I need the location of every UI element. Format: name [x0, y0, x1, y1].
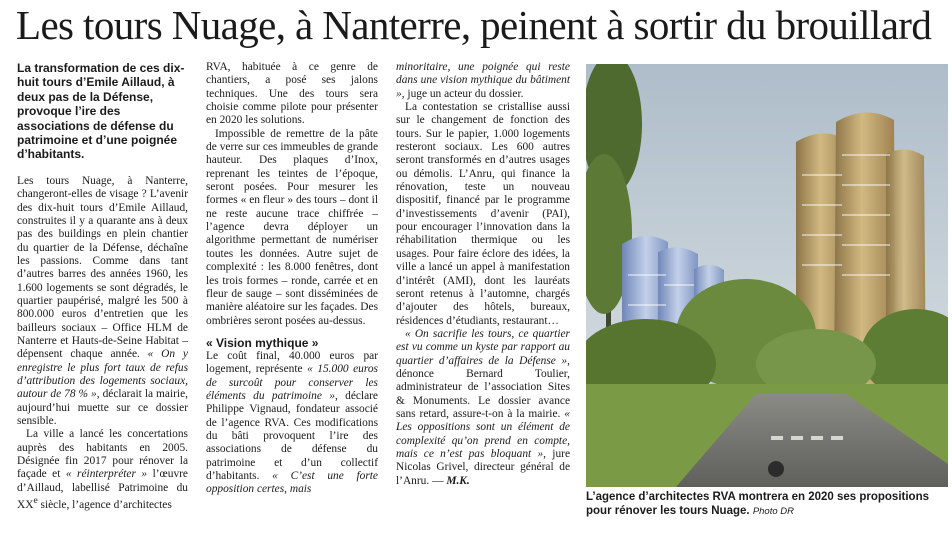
quote: « On y enregistre le plus fort taux de refus d’attribution des logements sociaux, autour de 78 % »	[17, 348, 188, 401]
paragraph: La contestation se cristallise aussi sur le changement de fonction des tours. Sur le papier, 1.000 logements resteront sociaux. Les 600 autres seront transformés en d’autres usages ou démolis. L’Anru, qui finance la rénovation, teste un nouveau dispositif, financé par le programme d’investissements d’avenir (PAI), pour encourager l’innovation dans la réhabilitation thermique ou les usages. Pour faire éclore des idées, la ville a lancé un appel à manifestation d’intérêt (AMI), dont les lauréats seront retenus à l’automne, chargés d’ajouter des hôtels, bureaux, résidences d’étudiants, restaurant…	[396, 101, 570, 327]
paragraph	[206, 350, 378, 497]
paragraph: Impossible de remettre de la pâte de verre sur ces immeubles de grande hauteur. Des plaques d’Inox, reprenant les teintes de l’époque, seront posées. Pour mesurer les formes « en fleur » des tours – dont il ne reste aucune trace chiffrée – l’agence devra déployer un algorithme permettant de numériser toutes les données. Autre sujet de complexité : les 8.000 fenêtres, dont les trois formes – ronde, carrée et en fleur de sauge – sont disséminées de manière aléatoire sur les façades. Des ombrières seront posées au-dessus.	[206, 127, 378, 327]
lead-paragraph: La transformation de ces dix-huit tours d’Emile Aillaud, à deux pas de la Défense, provoque l’ire des associations de défense du patrimoine et d’une poignée d’habitants.	[17, 61, 185, 162]
text: l’œuvre d’Aillaud, labellisé Patrimoine du XX	[17, 468, 188, 511]
quote: « Les oppositions sont un élément de complexité qu’on prend en compte, mais ce n’est pas bloquant »	[396, 407, 570, 460]
text: siècle, l’agence d’architectes	[40, 498, 172, 511]
text: , déclarait la mairie, aujourd’hui muette sur ce dossier sensible.	[17, 388, 188, 428]
article-photo	[586, 64, 948, 487]
article-column-2	[206, 61, 378, 497]
photo-caption	[586, 490, 948, 519]
text: Les tours Nuage, à Nanterre, changeront-elles de visage ? L’avenir des dix-huit tours d’Emile Aillaud, construites il y a quarante ans à deux pas des buildings en plein chantier du quartier de la Défense, déchaîne les passions. Comme dans tant d’autres barres des années 1960, les 1.600 logements se sont dégradés, le quartier paupérisé, malgré les 500 à 800.000 euros d’entretien que les bailleurs sociaux – Office HLM de Nanterre et Hauts-de-Seine Habitat – dépensent chaque année.	[17, 174, 188, 361]
text: , déclare Philippe Vignaud, fondateur associé de l’agence RVA. Ces modifications du bâti provoquent l’ire des associations de défense du patrimoine et d’un collectif d’habitants.	[206, 389, 378, 482]
superscript: e	[33, 496, 38, 507]
text: Le coût final, 40.000 euros par logement, représente	[206, 349, 378, 376]
photo-credit: Photo DR	[752, 506, 794, 517]
article-column-3	[396, 61, 570, 488]
headline: Les tours Nuage, à Nanterre, peinent à sortir du brouillard	[16, 2, 932, 48]
caption-text: L’agence d’architectes RVA montrera en 2020 ses propositions pour rénover les tours Nuage.	[586, 491, 929, 517]
text: , jure Nicolas Grivel, directeur général de l’Anru. —	[396, 447, 571, 487]
quote: « 15.000 euros de surcoût pour conserver les éléments du patrimoine »	[206, 363, 378, 402]
text: La ville a lancé les concertations auprès des habitants en 2005. Désignée fin 2017 pour rénover la façade et	[17, 428, 188, 481]
tours-nuage-illustration	[586, 64, 948, 487]
cyclist	[768, 461, 784, 477]
article-column-1	[17, 61, 188, 512]
paragraph	[17, 428, 188, 512]
quote: « On sacrifie les tours, ce quartier est vu comme un kyste par rapport au quartier d’affaires de la Défense »	[396, 327, 570, 367]
quote: « C’est une forte opposition certes, mais	[206, 469, 378, 496]
quote: « réinterpréter »	[65, 468, 148, 481]
paragraph	[396, 328, 570, 488]
paragraph	[17, 175, 188, 429]
paragraph	[396, 61, 570, 101]
subheading: « Vision mythique »	[206, 335, 319, 350]
text: , juge un acteur du dossier.	[401, 87, 524, 100]
paragraph: RVA, habituée à ce genre de chantiers, a posé ses jalons techniques. Une des tours sera choisie comme pilote pour présenter en 2020 les solutions.	[206, 61, 378, 127]
author-byline: M.K.	[446, 474, 470, 487]
text: , dénonce Bernard Toulier, administrateur de l’association Sites & Monuments. Le dossier avance sans retard, assure-t-on à la mairie.	[396, 354, 570, 420]
quote: minoritaire, une poignée qui reste dans une vision mythique du bâtiment »	[396, 61, 570, 100]
